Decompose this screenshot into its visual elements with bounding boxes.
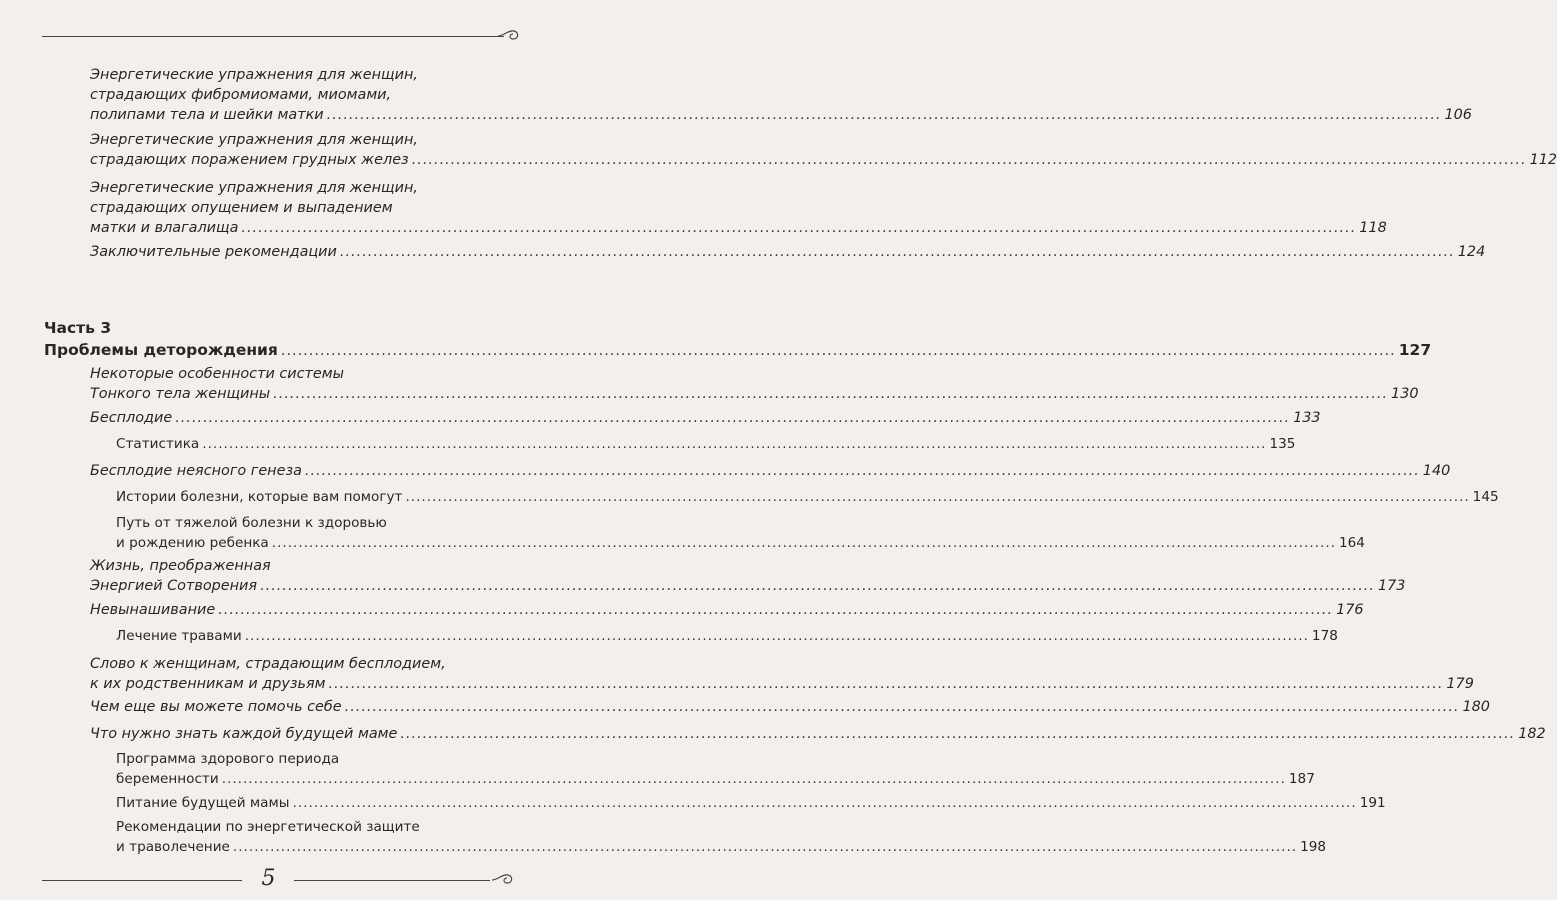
toc-entry-line: Тонкого тела женщины xyxy=(90,386,271,402)
toc-page-number: 173 xyxy=(1377,578,1406,594)
toc-page-number: 135 xyxy=(1269,436,1296,452)
toc-entry-line: Рекомендации по энергетической защите xyxy=(116,819,420,835)
leader-dots: ........................................................................................................................................................................................................ xyxy=(202,436,1267,452)
toc-entry-line: Питание будущей мамы xyxy=(116,795,290,811)
toc-entry-line: Лечение травами xyxy=(116,628,242,644)
toc-page-number: 130 xyxy=(1391,386,1419,402)
leader-dots: ........................................................................................................................................................................................................ xyxy=(221,771,1286,787)
toc-page-number: 124 xyxy=(1457,244,1486,260)
toc-entry-prolapse[interactable] xyxy=(90,178,1387,238)
toc-entry-line: Невынашивание xyxy=(90,602,216,618)
toc-entry-line: страдающих поражением грудных желез xyxy=(90,152,409,168)
toc-entry-line: Слово к женщинам, страдающим бесплодием, xyxy=(90,656,446,672)
toc-entry-pregnancy-program[interactable] xyxy=(116,749,1315,789)
toc-entry-line: полипами тела и шейки матки xyxy=(90,107,324,123)
toc-entry-line: страдающих фибромиомами, миомами, xyxy=(90,87,392,103)
toc-entry-line: Жизнь, преображенная xyxy=(90,558,271,574)
leader-dots: ........................................................................................................................................................................................................ xyxy=(405,489,1470,505)
leader-dots: ........................................................................................................................................................................................................ xyxy=(304,463,1420,479)
leader-dots: ........................................................................................................................................................................................................ xyxy=(175,410,1291,426)
leader-dots: ........................................................................................................................................................................................................ xyxy=(271,535,1336,551)
toc-entry-herbal-treatment[interactable] xyxy=(116,626,1338,646)
header-flourish-icon xyxy=(496,28,522,46)
toc-entry-help-yourself[interactable] xyxy=(90,697,1490,717)
toc-page-number: 191 xyxy=(1359,795,1386,811)
toc-page-number: 198 xyxy=(1300,839,1327,855)
toc-entry-line: Энергией Сотворения xyxy=(90,578,258,594)
toc-page-number: 145 xyxy=(1472,489,1499,505)
toc-page-number: 164 xyxy=(1338,535,1365,551)
toc-entry-word-to-women[interactable] xyxy=(90,654,1474,694)
toc-entry-statistics[interactable] xyxy=(116,434,1296,454)
leader-dots: ........................................................................................................................................................................................................ xyxy=(260,578,1375,594)
leader-dots: ........................................................................................................................................................................................................ xyxy=(339,244,1455,260)
toc-entry-breast[interactable] xyxy=(90,130,1557,170)
toc-page-number: 180 xyxy=(1462,699,1490,715)
toc-entry-line: страдающих опущением и выпадением xyxy=(90,200,393,216)
toc-entry-line: к их родственникам и друзьям xyxy=(90,676,326,692)
toc-page-number: 112 xyxy=(1529,152,1557,168)
toc-entry-case-histories[interactable] xyxy=(116,487,1499,507)
leader-dots: ........................................................................................................................................................................................................ xyxy=(400,726,1516,742)
toc-page-number: 118 xyxy=(1359,220,1387,236)
toc-page-number: 178 xyxy=(1311,628,1338,644)
toc-entry-line: Истории болезни, которые вам помогут xyxy=(116,489,403,505)
leader-dots: ........................................................................................................................................................................................................ xyxy=(241,220,1357,236)
toc-entry-line: Чем еще вы можете помочь себе xyxy=(90,699,342,715)
toc-entry-energy-protection[interactable] xyxy=(116,817,1327,857)
toc-entry-line: Энергетические упражнения для женщин, xyxy=(90,132,418,148)
leader-dots: ........................................................................................................................................................................................................ xyxy=(244,628,1309,644)
toc-entry-fibromyoma[interactable] xyxy=(90,65,1472,125)
leader-dots: ........................................................................................................................................................................................................ xyxy=(232,839,1298,855)
toc-entry-line: Энергетические упражнения для женщин, xyxy=(90,180,418,196)
toc-entry-life-transformed[interactable] xyxy=(90,556,1406,596)
leader-dots: ........................................................................................................................................................................................................ xyxy=(292,795,1357,811)
toc-entry-miscarriage[interactable] xyxy=(90,600,1364,620)
toc-page-number: 106 xyxy=(1444,107,1472,123)
leader-dots: ........................................................................................................................................................................................................ xyxy=(273,386,1389,402)
page-number: 5 xyxy=(261,866,276,891)
toc-entry-line: Бесплодие xyxy=(90,410,173,426)
toc-entry-line: Что нужно знать каждой будущей маме xyxy=(90,726,398,742)
toc-page-number: 127 xyxy=(1398,341,1432,359)
toc-entry-future-mother[interactable] xyxy=(90,724,1546,744)
part-label: Часть 3 xyxy=(44,319,112,337)
header-rule xyxy=(42,36,504,37)
leader-dots: ........................................................................................................................................................................................................ xyxy=(326,107,1442,123)
toc-entry-line: и рождению ребенка xyxy=(116,535,269,551)
toc-entry-line: Заключительные рекомендации xyxy=(90,244,337,260)
leader-dots: ........................................................................................................................................................................................................ xyxy=(411,152,1527,168)
toc-page-number: 187 xyxy=(1288,771,1315,787)
toc-page-number: 179 xyxy=(1446,676,1474,692)
toc-entry-unclear-infertility[interactable] xyxy=(90,461,1451,481)
toc-page-number: 176 xyxy=(1336,602,1364,618)
toc-page-number: 133 xyxy=(1293,410,1321,426)
toc-entry-infertility[interactable] xyxy=(90,408,1321,428)
part-title: Проблемы деторождения xyxy=(44,341,278,359)
toc-entry-line: матки и влагалища xyxy=(90,220,239,236)
toc-entry-path-to-health[interactable] xyxy=(116,513,1365,553)
toc-entry-line: Путь от тяжелой болезни к здоровью xyxy=(116,515,387,531)
leader-dots: ........................................................................................................................................................................................................ xyxy=(344,699,1460,715)
leader-dots: ........................................................................................................................................................................................................ xyxy=(280,343,1396,359)
toc-entry-line: Некоторые особенности системы xyxy=(90,366,345,382)
toc-entry-nutrition[interactable] xyxy=(116,793,1386,813)
toc-part-title-entry[interactable] xyxy=(44,340,1432,361)
toc-entry-line: Статистика xyxy=(116,436,200,452)
toc-entry-line: Бесплодие неясного генеза xyxy=(90,463,302,479)
leader-dots: ........................................................................................................................................................................................................ xyxy=(218,602,1334,618)
toc-entry-final-recommendations[interactable] xyxy=(90,242,1486,262)
toc-entry-line: и траволечение xyxy=(116,839,230,855)
toc-entry-line: Программа здорового периода xyxy=(116,751,340,767)
toc-entry-line: Энергетические упражнения для женщин, xyxy=(90,67,418,83)
toc-page-number: 140 xyxy=(1422,463,1451,479)
toc-entry-line: беременности xyxy=(116,771,219,787)
footer-flourish-icon xyxy=(490,871,516,889)
toc-page-number: 182 xyxy=(1518,726,1546,742)
leader-dots: ........................................................................................................................................................................................................ xyxy=(328,676,1444,692)
toc-entry-subtle-body[interactable] xyxy=(90,364,1419,404)
